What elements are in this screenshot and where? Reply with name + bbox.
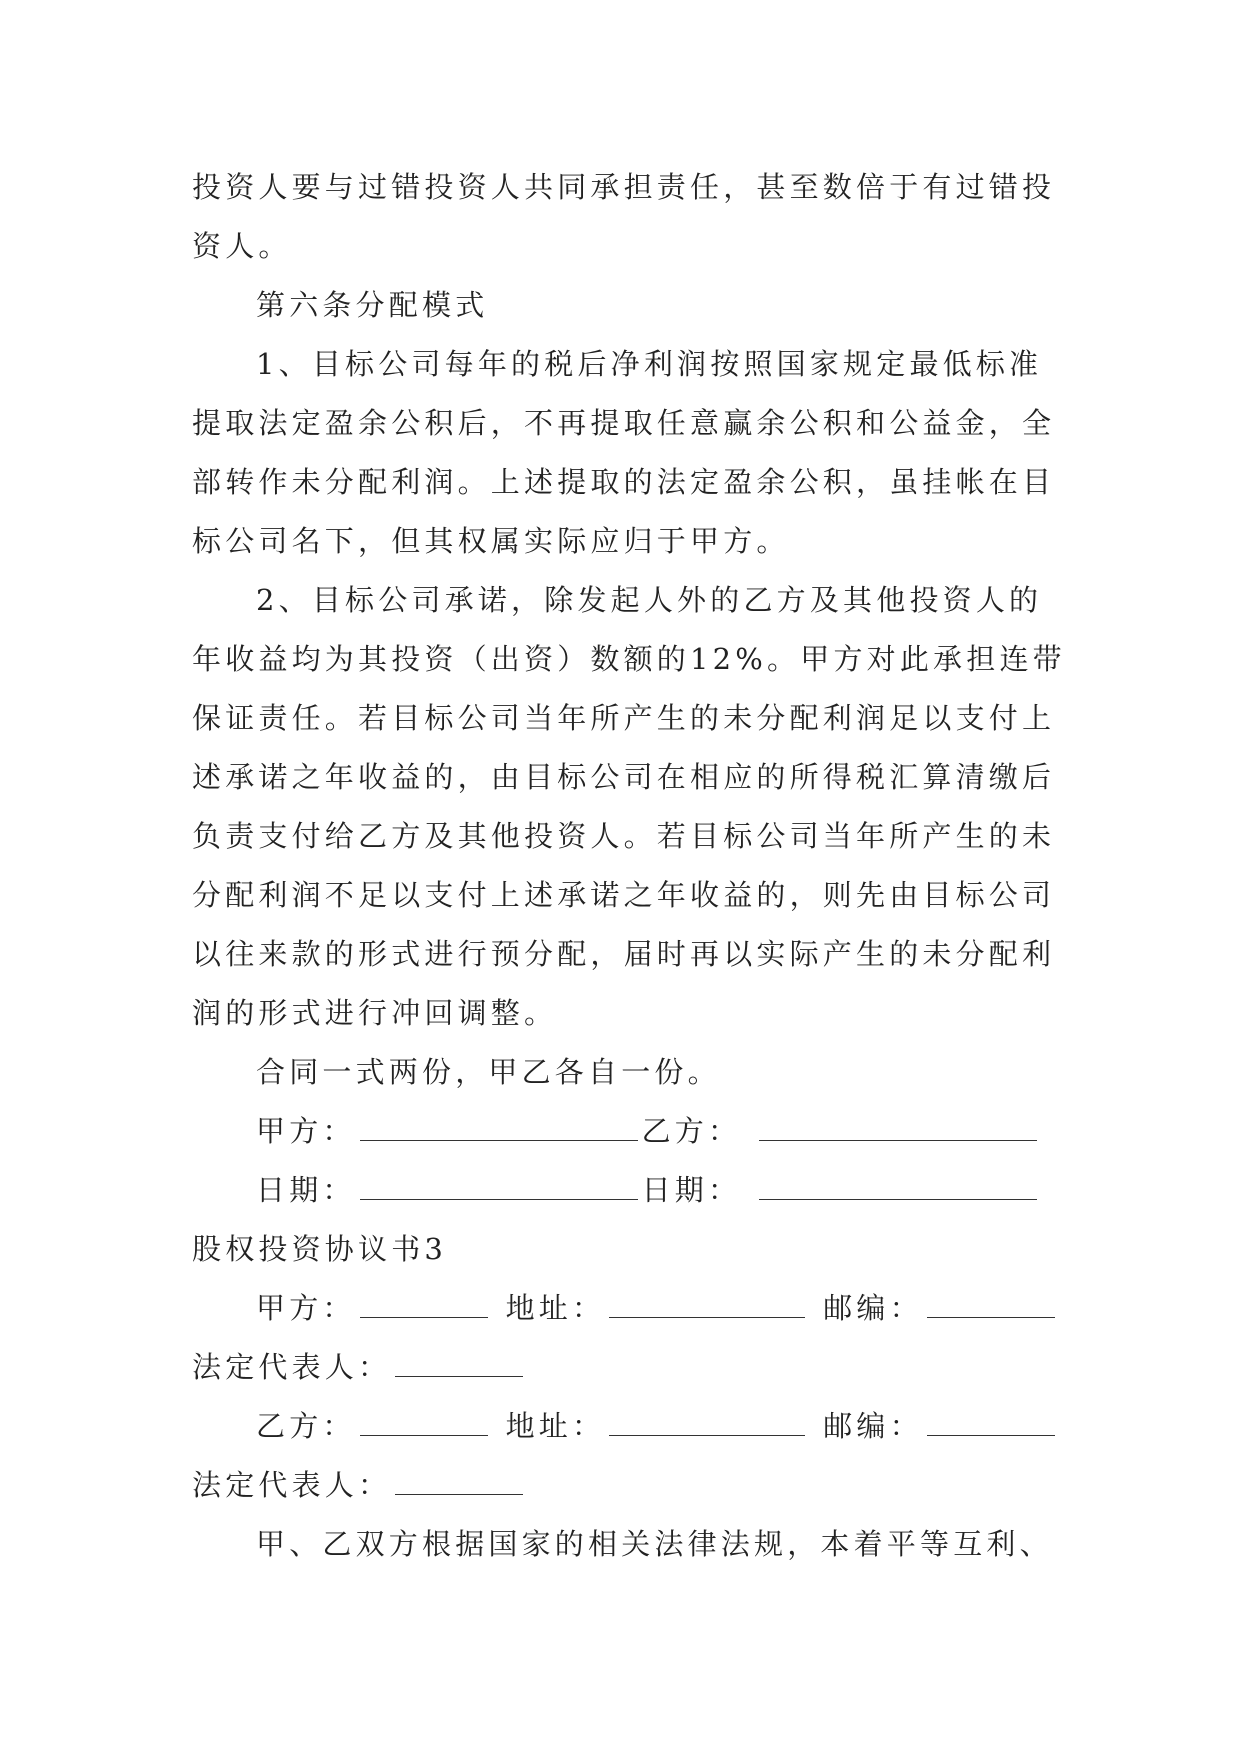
- party-a-signature-blank: [360, 1108, 638, 1141]
- paragraph-line: 投资人要与过错投资人共同承担责任，甚至数倍于有过错投: [192, 170, 1056, 204]
- party-b-label: 乙方：: [256, 1409, 356, 1443]
- paragraph-line: 1、目标公司每年的税后净利润按照国家规定最低标准: [256, 347, 1043, 381]
- party-a-name-blank: [360, 1285, 488, 1318]
- party-a-rep-blank: [395, 1344, 523, 1377]
- paragraph-line: 提取法定盈余公积后，不再提取任意赢余公积和公益金，全: [192, 406, 1056, 440]
- paragraph-line: 保证责任。若目标公司当年所产生的未分配利润足以支付上: [192, 701, 1056, 735]
- party-b-rep-row: [192, 1456, 1052, 1515]
- legal-rep-label: 法定代表人：: [192, 1350, 392, 1384]
- document-body: [192, 158, 1066, 1574]
- paragraph-line: 以往来款的形式进行预分配，届时再以实际产生的未分配利: [192, 937, 1056, 971]
- party-b-name-blank: [360, 1403, 488, 1436]
- party-a-label: 甲方：: [256, 1291, 356, 1325]
- paragraph-line: 年收益均为其投资（出资）数额的12%。甲方对此承担连带: [192, 642, 1066, 676]
- postcode-label: 邮编：: [823, 1291, 923, 1325]
- party-a-rep-row: [192, 1338, 1052, 1397]
- address-label: 地址：: [505, 1291, 606, 1325]
- party-b-postcode-blank: [927, 1403, 1055, 1436]
- paragraph-line: 2、目标公司承诺，除发起人外的乙方及其他投资人的: [256, 583, 1043, 617]
- party-a-label: 甲方：: [256, 1114, 356, 1148]
- paragraph-line: 资人。: [192, 229, 292, 263]
- legal-rep-label: 法定代表人：: [192, 1468, 392, 1502]
- paragraph-line: 润的形式进行冲回调整。: [192, 996, 558, 1030]
- party-a-address-blank: [609, 1285, 805, 1318]
- date-a-blank: [360, 1167, 638, 1200]
- party-b-label: 乙方：: [641, 1114, 742, 1148]
- paragraph-line: 分配利润不足以支付上述承诺之年收益的，则先由目标公司: [192, 878, 1056, 912]
- address-label: 地址：: [505, 1409, 606, 1443]
- party-b-rep-blank: [395, 1462, 523, 1495]
- party-a-postcode-blank: [927, 1285, 1055, 1318]
- date-label-a: 日期：: [256, 1173, 356, 1207]
- article-title: 第六条分配模式: [256, 288, 489, 322]
- agreement-intro: 甲、乙双方根据国家的相关法律法规，本着平等互利、: [256, 1527, 1053, 1561]
- party-b-info-row: [192, 1397, 1052, 1456]
- party-a-info-row: [192, 1279, 1052, 1338]
- signature-date-row: [192, 1161, 1052, 1220]
- date-label-b: 日期：: [641, 1173, 742, 1207]
- copies-statement: 合同一式两份，甲乙各自一份。: [256, 1055, 721, 1089]
- paragraph-line: 述承诺之年收益的，由目标公司在相应的所得税汇算清缴后: [192, 760, 1056, 794]
- paragraph-line: 标公司名下，但其权属实际应归于甲方。: [192, 524, 790, 558]
- postcode-label: 邮编：: [823, 1409, 923, 1443]
- party-b-address-blank: [609, 1403, 805, 1436]
- agreement-title: 股权投资协议书3: [192, 1232, 448, 1266]
- paragraph-line: 负责支付给乙方及其他投资人。若目标公司当年所产生的未: [192, 819, 1056, 853]
- signature-party-row: [192, 1102, 1052, 1161]
- party-b-signature-blank: [759, 1108, 1037, 1141]
- date-b-blank: [759, 1167, 1037, 1200]
- paragraph-line: 部转作未分配利润。上述提取的法定盈余公积，虽挂帐在目: [192, 465, 1056, 499]
